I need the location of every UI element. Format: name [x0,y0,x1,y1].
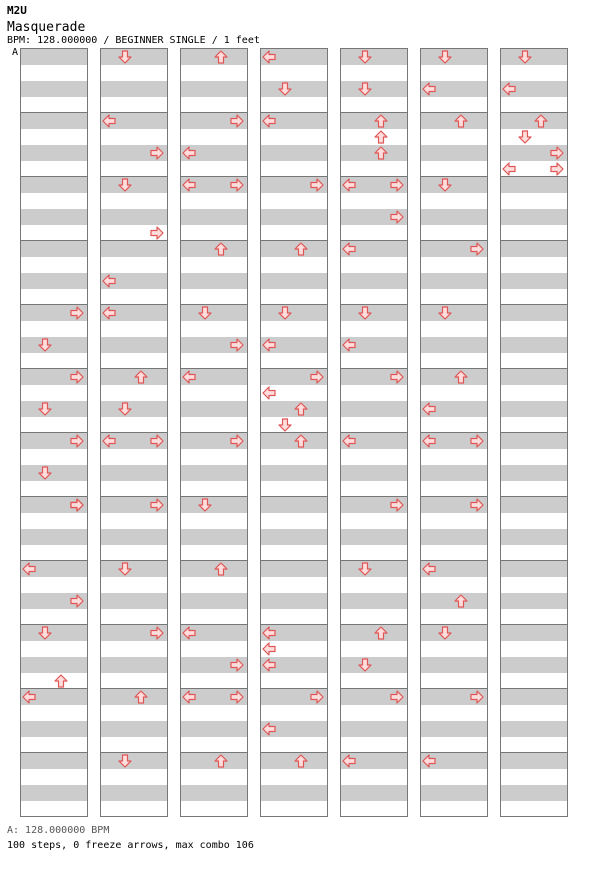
beat-band [501,209,567,225]
right-arrow-icon [70,370,84,384]
beat-band [421,273,487,289]
beat-band [501,753,567,769]
measure [101,753,167,817]
right-arrow-icon [150,626,164,640]
beat-band [501,721,567,737]
beat-band [101,401,167,417]
beat-band [21,177,87,193]
beat-band [21,81,87,97]
beat-band [421,337,487,353]
beat-band [21,785,87,801]
song-title: Masquerade [7,20,86,35]
beat-band [421,305,487,321]
beat-band [421,209,487,225]
up-arrow-icon [374,114,388,128]
beat-band [21,113,87,129]
right-arrow-icon [310,690,324,704]
measure [21,753,87,817]
chart-column [340,48,408,817]
beat-band [341,721,407,737]
beat-band [501,401,567,417]
beat-band [181,721,247,737]
left-arrow-icon [262,642,276,656]
beat-band [421,49,487,65]
right-arrow-icon [470,434,484,448]
up-arrow-icon [374,130,388,144]
right-arrow-icon [70,498,84,512]
right-arrow-icon [310,370,324,384]
left-arrow-icon [342,178,356,192]
right-arrow-icon [390,370,404,384]
left-arrow-icon [262,658,276,672]
right-arrow-icon [390,210,404,224]
beat-band [21,465,87,481]
down-arrow-icon [38,626,52,640]
site-name: M2U [7,4,27,17]
beat-band [501,657,567,673]
left-arrow-icon [262,386,276,400]
measure [421,49,487,113]
right-arrow-icon [230,178,244,192]
beat-band [21,337,87,353]
measure [181,497,247,561]
beat-band [501,273,567,289]
down-arrow-icon [358,82,372,96]
beat-band [21,753,87,769]
right-arrow-icon [70,306,84,320]
left-arrow-icon [342,434,356,448]
down-arrow-icon [118,402,132,416]
beat-band [501,465,567,481]
right-arrow-icon [150,146,164,160]
up-arrow-icon [294,434,308,448]
measure [181,305,247,369]
beat-band [261,81,327,97]
right-arrow-icon [390,178,404,192]
measure [421,305,487,369]
up-arrow-icon [454,114,468,128]
beat-band [101,753,167,769]
beat-band [341,785,407,801]
measure [501,753,567,817]
left-arrow-icon [342,338,356,352]
beat-band [501,593,567,609]
beat-band [261,209,327,225]
down-arrow-icon [278,418,292,432]
beat-band [421,625,487,641]
right-arrow-icon [550,146,564,160]
beat-band [501,337,567,353]
beat-band [421,529,487,545]
measure [21,241,87,305]
beat-band [421,465,487,481]
down-arrow-icon [518,50,532,64]
up-arrow-icon [534,114,548,128]
up-arrow-icon [454,594,468,608]
beat-band [341,273,407,289]
down-arrow-icon [118,754,132,768]
beat-band [341,49,407,65]
beat-band [181,273,247,289]
measure [501,433,567,497]
beat-band [101,241,167,257]
up-arrow-icon [294,242,308,256]
beat-band [341,657,407,673]
beat-band [101,561,167,577]
measure [101,49,167,113]
up-arrow-icon [54,674,68,688]
right-arrow-icon [150,434,164,448]
beat-band [341,401,407,417]
left-arrow-icon [502,82,516,96]
measure [501,49,567,113]
right-arrow-icon [70,434,84,448]
measure [261,497,327,561]
right-arrow-icon [150,498,164,512]
beat-band [501,305,567,321]
up-arrow-icon [214,562,228,576]
beat-band [501,497,567,513]
up-arrow-icon [374,626,388,640]
beat-band [101,49,167,65]
down-arrow-icon [358,306,372,320]
left-arrow-icon [342,242,356,256]
down-arrow-icon [358,50,372,64]
down-arrow-icon [38,338,52,352]
left-arrow-icon [22,690,36,704]
beat-band [261,593,327,609]
down-arrow-icon [118,562,132,576]
left-arrow-icon [422,562,436,576]
up-arrow-icon [374,146,388,160]
measure [421,177,487,241]
beat-band [101,337,167,353]
down-arrow-icon [438,626,452,640]
up-arrow-icon [214,50,228,64]
right-arrow-icon [70,594,84,608]
measure [501,305,567,369]
beat-band [101,81,167,97]
down-arrow-icon [438,50,452,64]
beat-band [341,305,407,321]
measure [501,689,567,753]
right-arrow-icon [390,498,404,512]
left-arrow-icon [102,274,116,288]
beat-band [181,465,247,481]
chart-column [500,48,568,817]
beat-band [21,209,87,225]
left-arrow-icon [422,402,436,416]
beat-band [341,593,407,609]
left-arrow-icon [102,306,116,320]
beat-band [181,81,247,97]
measure [341,561,407,625]
beat-band [501,785,567,801]
up-arrow-icon [214,242,228,256]
down-arrow-icon [438,306,452,320]
beat-band [101,721,167,737]
left-arrow-icon [182,370,196,384]
right-arrow-icon [390,690,404,704]
beat-band [181,305,247,321]
left-arrow-icon [422,82,436,96]
chart-column [20,48,88,817]
beat-band [21,273,87,289]
beat-band [181,593,247,609]
beat-band [261,497,327,513]
down-arrow-icon [278,82,292,96]
beat-band [341,465,407,481]
left-arrow-icon [422,754,436,768]
beat-band [261,561,327,577]
beat-band [21,401,87,417]
beat-band [101,593,167,609]
beat-band [21,529,87,545]
beat-band [501,561,567,577]
beat-band [181,209,247,225]
chart-column [180,48,248,817]
down-arrow-icon [358,562,372,576]
up-arrow-icon [454,370,468,384]
measure [21,49,87,113]
beat-band [101,465,167,481]
step-stats: 100 steps, 0 freeze arrows, max combo 106 [7,840,254,851]
measure [501,497,567,561]
left-arrow-icon [102,114,116,128]
beat-band [101,529,167,545]
beat-band [261,785,327,801]
down-arrow-icon [438,178,452,192]
up-arrow-icon [294,402,308,416]
left-arrow-icon [342,754,356,768]
right-arrow-icon [230,658,244,672]
down-arrow-icon [118,50,132,64]
beat-band [341,561,407,577]
beat-band [501,625,567,641]
right-arrow-icon [550,162,564,176]
right-arrow-icon [150,226,164,240]
beat-band [421,785,487,801]
down-arrow-icon [118,178,132,192]
left-arrow-icon [182,626,196,640]
beat-band [261,529,327,545]
beat-band [501,369,567,385]
beat-band [501,49,567,65]
beat-band [421,177,487,193]
chart-column [420,48,488,817]
right-arrow-icon [230,338,244,352]
down-arrow-icon [38,402,52,416]
measure [21,177,87,241]
bpm-marker: A [12,47,19,58]
measure [421,625,487,689]
right-arrow-icon [470,242,484,256]
right-arrow-icon [230,690,244,704]
right-arrow-icon [470,690,484,704]
measure [21,113,87,177]
left-arrow-icon [502,162,516,176]
beat-band [21,625,87,641]
measure [501,177,567,241]
measure [501,625,567,689]
beat-band [501,689,567,705]
beat-band [181,401,247,417]
left-arrow-icon [422,434,436,448]
up-arrow-icon [294,754,308,768]
right-arrow-icon [310,178,324,192]
beat-band [101,657,167,673]
beat-band [181,785,247,801]
left-arrow-icon [262,338,276,352]
beat-band [21,657,87,673]
measure [501,241,567,305]
beat-band [181,529,247,545]
beat-band [421,145,487,161]
right-arrow-icon [470,498,484,512]
beat-band [261,273,327,289]
measure [101,241,167,305]
beat-band [21,241,87,257]
beat-band [421,657,487,673]
left-arrow-icon [262,50,276,64]
measure [341,305,407,369]
down-arrow-icon [358,658,372,672]
beat-band [501,433,567,449]
beat-band [501,241,567,257]
chart-meta: BPM: 128.000000 / BEGINNER SINGLE / 1 feet [7,35,260,46]
left-arrow-icon [262,626,276,640]
beat-band [261,465,327,481]
down-arrow-icon [38,466,52,480]
left-arrow-icon [182,178,196,192]
beat-band [101,785,167,801]
up-arrow-icon [214,754,228,768]
down-arrow-icon [198,498,212,512]
left-arrow-icon [262,722,276,736]
beat-band [21,721,87,737]
beat-band [421,721,487,737]
beat-band [101,209,167,225]
left-arrow-icon [102,434,116,448]
beat-band [501,529,567,545]
beat-band [501,177,567,193]
down-arrow-icon [518,130,532,144]
down-arrow-icon [278,306,292,320]
down-arrow-icon [198,306,212,320]
measure [341,49,407,113]
beat-band [261,305,327,321]
up-arrow-icon [134,370,148,384]
beat-band [341,529,407,545]
measure [261,561,327,625]
left-arrow-icon [22,562,36,576]
right-arrow-icon [230,114,244,128]
bpm-legend: A: 128.000000 BPM [7,825,110,836]
chart-column [100,48,168,817]
beat-band [341,81,407,97]
beat-band [101,177,167,193]
beat-band [181,497,247,513]
chart-column [260,48,328,817]
up-arrow-icon [134,690,148,704]
left-arrow-icon [262,114,276,128]
measure [261,305,327,369]
measure [501,561,567,625]
left-arrow-icon [182,146,196,160]
measure [501,369,567,433]
beat-band [21,145,87,161]
measure [101,561,167,625]
right-arrow-icon [230,434,244,448]
left-arrow-icon [182,690,196,704]
beat-band [21,49,87,65]
beat-band [261,145,327,161]
